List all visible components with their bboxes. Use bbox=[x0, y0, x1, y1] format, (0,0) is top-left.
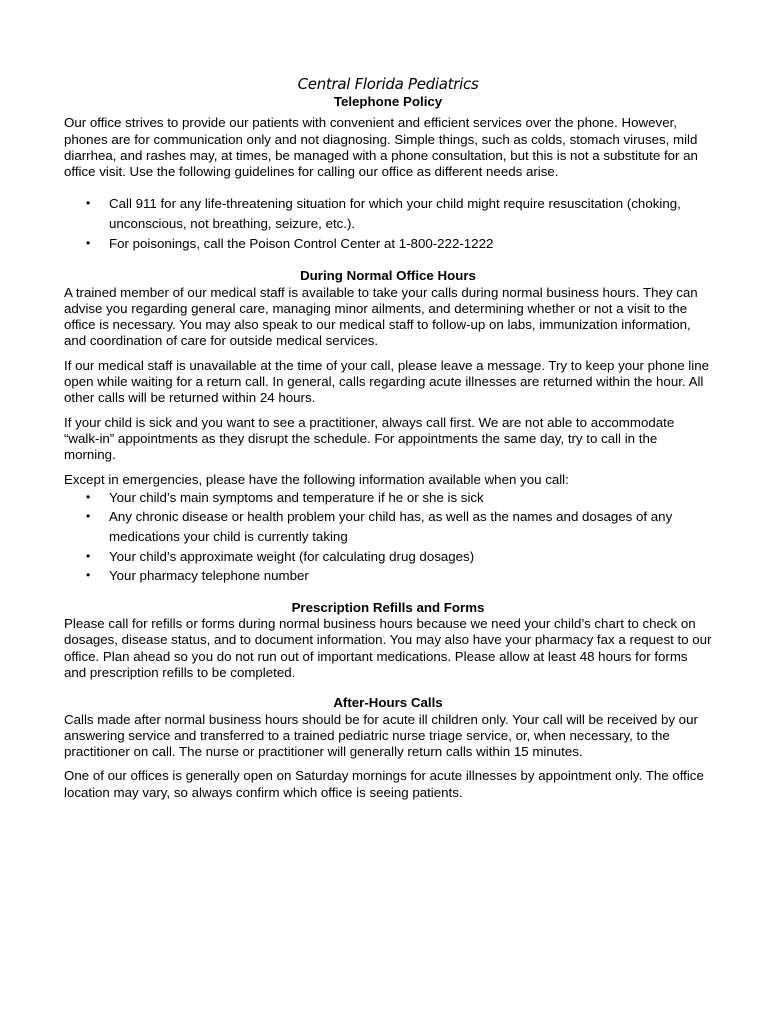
list-item: • For poisonings, call the Poison Control Center at 1-800-222-1222 bbox=[64, 234, 712, 254]
page-subtitle: Telephone Policy bbox=[333, 94, 443, 109]
bullet-icon: • bbox=[86, 568, 91, 583]
list-item: • Your pharmacy telephone number bbox=[64, 566, 712, 586]
list-item: • Call 911 for any life-threatening situation for which your child might require resuscitation (choking, unconscious, not breathing, seizure, etc.). bbox=[86, 196, 681, 232]
list-item: • Any chronic disease or health problem your child has, as well as the names and dosages of any medications your child is currently taking bbox=[86, 509, 673, 545]
emergency-list bbox=[64, 194, 712, 253]
normal-hours-paragraph: A trained member of our medical staff is available to take your calls during normal business hours. They can advise you regarding general care, managing minor ailments, and determining whether or not a visit to the office is necessary. You may also speak to our medical staff to follow-up on labs, immunization information, and coordination of care for outside medical services. bbox=[64, 284, 698, 349]
normal-hours-paragraph: If our medical staff is unavailable at the time of your call, please leave a message. Try to keep your phone line open while waiting for a return call. In general, calls regarding acute illnesses are returned within the hour. All other calls will be returned within 24 hours. bbox=[64, 357, 710, 406]
bullet-icon: • bbox=[86, 235, 91, 250]
section-heading-refills: Prescription Refills and Forms bbox=[291, 599, 485, 615]
document-content bbox=[64, 74, 712, 809]
bullet-icon: • bbox=[86, 548, 91, 563]
normal-hours-paragraph: If your child is sick and you want to see a practitioner, always call first. We are not able to accommodate “walk-in” appointments as they disrupt the schedule. For appointments the same day, try to call in the morning. bbox=[64, 414, 675, 463]
section-heading-normal-hours: During Normal Office Hours bbox=[300, 268, 476, 284]
bullet-icon: • bbox=[86, 196, 91, 211]
section-heading-after-hours: After-Hours Calls bbox=[333, 695, 443, 711]
bullet-icon: • bbox=[86, 489, 91, 504]
bullet-icon: • bbox=[86, 509, 91, 524]
info-list bbox=[64, 488, 712, 586]
normal-hours-paragraph: Except in emergencies, please have the following information available when you call: bbox=[64, 471, 569, 487]
page-title: Central Florida Pediatrics bbox=[297, 75, 479, 93]
after-hours-paragraph: Calls made after normal business hours should be for acute ill children only. Your call will be received by our answering service and transferred to a trained pediatric nurse triage service, or, when necessary, to the practitioner on call. The nurse or practitioner will generally return calls within 15 minutes. bbox=[64, 711, 698, 760]
refills-paragraph: Please call for refills or forms during normal business hours because we need your child’s chart to check on dosages, disease status, and to document information. You may also have your pharmacy fax a request to our office. Plan ahead so you do not run out of important medications. Please allow at least 48 hours for forms and prescription refills to be completed. bbox=[64, 616, 712, 680]
intro-paragraph: Our office strives to provide our patients with convenient and efficient services over the phone. However, phones are for communication only and not diagnosing. Simple things, such as colds, stomach viruses, mild diarrhea, and rashes may, at times, be managed with a phone consultation, but this is not a substitute for an office visit. Use the following guidelines for calling our office as different needs arise. bbox=[64, 115, 698, 180]
list-item: • Your child’s main symptoms and temperature if he or she is sick bbox=[64, 488, 712, 508]
list-item: • Your child’s approximate weight (for calculating drug dosages) bbox=[64, 547, 712, 567]
after-hours-paragraph: One of our offices is generally open on Saturday mornings for acute illnesses by appointment only. The office location may vary, so always confirm which office is seeing patients. bbox=[64, 768, 704, 800]
